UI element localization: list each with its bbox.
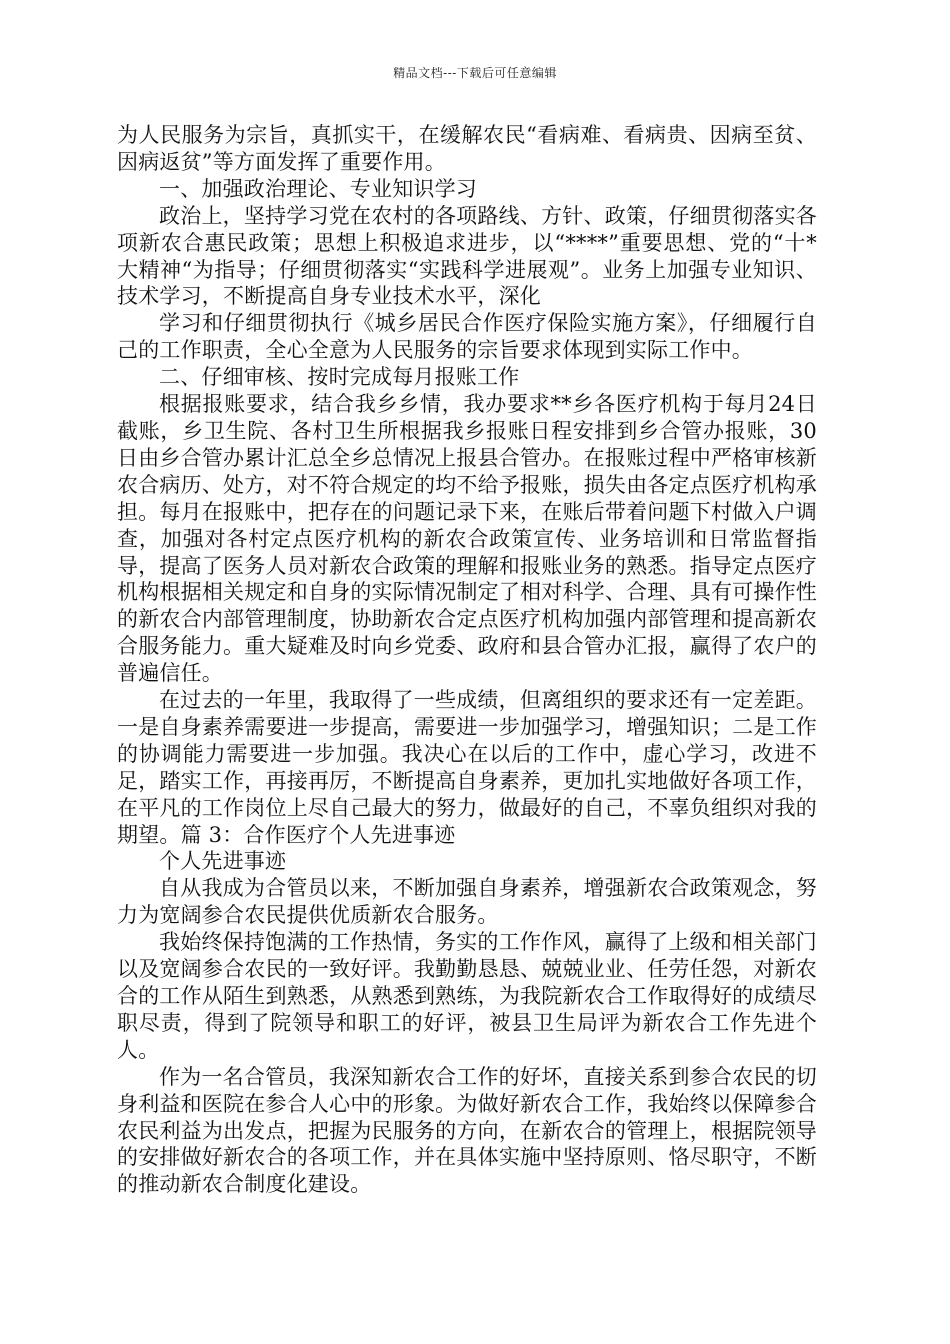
- paragraph-continuation: 为人民服务为宗旨，真抓实干，在缓解农民“看病难、看病贵、因病至贫、因病返贫”等方面发挥了重要作用。: [117, 123, 817, 174]
- section-heading-3: 个人先进事迹: [159, 849, 287, 874]
- document-body: [117, 122, 817, 1198]
- section-heading-1: 一、加强政治理论、专业知识学习: [159, 176, 477, 201]
- paragraph-responsibility: 作为一名合管员，我深知新农合工作的好坏，直接关系到参合农民的切身利益和医院在参合人心中的形象。为做好新农合工作，我始终以保障参合农民利益为出发点，把握为民服务的方向，在新农合的管理上，根据院领导的安排做好新农合的各项工作，并在具体实施中坚持原则、恪尽职守，不断的推动新农合制度化建设。: [117, 1064, 817, 1197]
- page-header: 精品文档---下载后可任意编辑: [393, 66, 557, 80]
- paragraph-implementation: 学习和仔细贯彻执行《城乡居民合作医疗保险实施方案》，仔细履行自己的工作职责，全心全意为人民服务的宗旨要求体现到实际工作中。: [117, 311, 817, 363]
- paragraph-intro: 自从我成为合管员以来，不断加强自身素养，增强新农合政策观念，努力为宽阔参合农民提供优质新农合服务。: [117, 876, 817, 928]
- paragraph-reimbursement: 根据报账要求，结合我乡乡情，我办要求**乡各医疗机构于每月24日截账，乡卫生院、各村卫生所根据我乡报账日程安排到乡合管办报账，30日由乡合管办累计汇总全乡总情况上报县合管办。在报账过程中严格审核新农合病历、处方，对不符合规定的均不给予报账，损失由各定点医疗机构承担。每月在报账中，把存在的问题记录下来，在账后带着问题下村做入户调查，加强对各村定点医疗机构的新农合政策宣传、业务培训和日常监督指导，提高了医务人员对新农合政策的理解和报账业务的熟悉。指导定点医疗机构根据相关规定和自身的实际情况制定了相对科学、合理、具有可操作性的新农合内部管理制度，协助新农合定点医疗机构加强内部管理和提高新农合服务能力。重大疑难及时向乡党委、政府和县合管办汇报，赢得了农户的普遍信任。: [117, 392, 817, 686]
- paragraph-work-attitude: 我始终保持饱满的工作热情，务实的工作作风，赢得了上级和相关部门以及宽阔参合农民的一致好评。我勤勤恳恳、兢兢业业、任劳任怨，对新农合的工作从陌生到熟悉，从熟悉到熟练，为我院新农合工作取得好的成绩尽职尽责，得到了院领导和职工的好评，被县卫生局评为新农合工作先进个人。: [117, 930, 817, 1062]
- section-heading-2: 二、仔细审核、按时完成每月报账工作: [159, 365, 520, 390]
- paragraph-political-study: 政治上，坚持学习党在农村的各项路线、方针、政策，仔细贯彻落实各项新农合惠民政策；思想上积极追求进步，以“****”重要思想、党的“十*大精神“为指导；仔细贯彻落实“实践科学进展观”。业务上加强专业知识、技术学习，不断提高自身专业技术水平，深化: [117, 203, 817, 309]
- paragraph-summary: 在过去的一年里，我取得了一些成绩，但离组织的要求还有一定差距。一是自身素养需要进一步提高，需要进一步加强学习，增强知识；二是工作的协调能力需要进一步加强。我决心在以后的工作中，虚心学习，改进不足，踏实工作，再接再厉，不断提高自身素养，更加扎实地做好各项工作，在平凡的工作岗位上尽自己最大的努力，做最好的自己，不辜负组织对我的期望。篇 3：合作医疗个人先进事迹: [117, 688, 817, 847]
